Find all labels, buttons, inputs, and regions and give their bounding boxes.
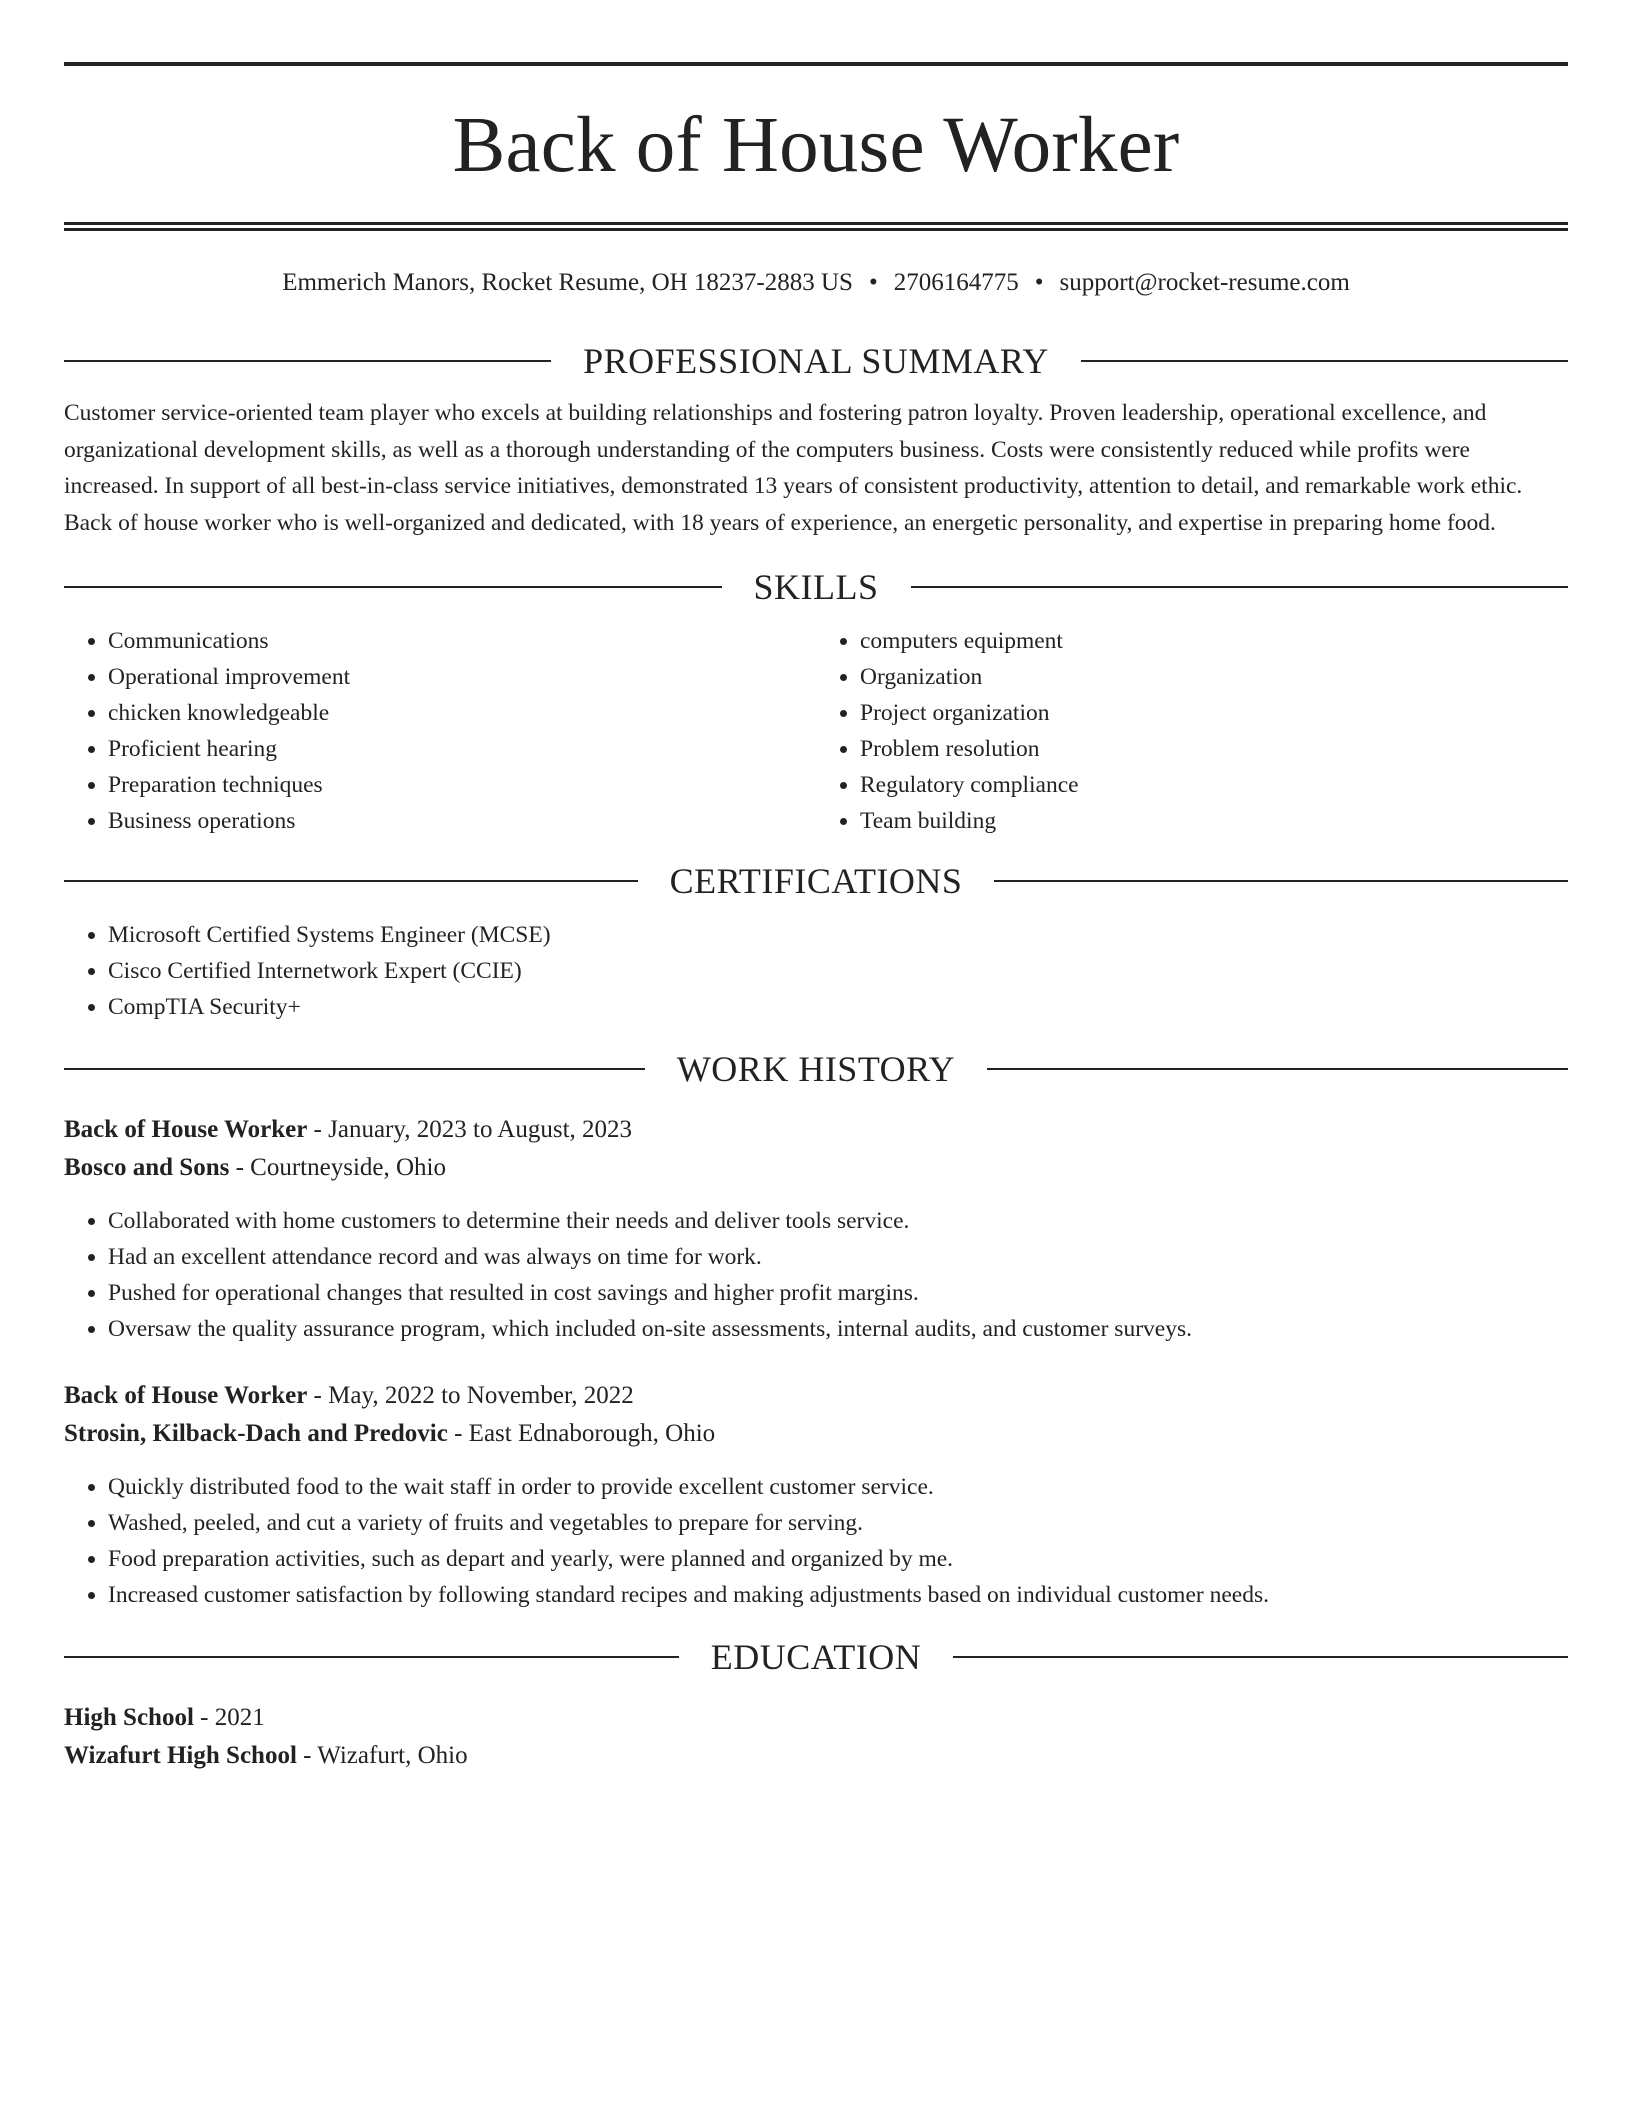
education-school: Wizafurt High School: [64, 1741, 297, 1769]
skill-item: • Communications: [108, 623, 816, 659]
certification-item: • CompTIA Security+: [108, 989, 1568, 1025]
title-double-rule: [64, 222, 1568, 231]
certifications-heading-label: CERTIFICATIONS: [669, 860, 963, 901]
heading-rule-left: [64, 880, 638, 882]
heading-rule-right: [953, 1656, 1568, 1658]
education-heading: [64, 1635, 1568, 1679]
job-entry: [64, 1377, 1568, 1613]
skills-heading: [64, 565, 1568, 609]
education-year: - 2021: [193, 1703, 265, 1731]
summary-heading: [64, 339, 1568, 383]
skills-heading-label: SKILLS: [753, 566, 879, 607]
skill-item: • Business operations: [108, 803, 816, 839]
skill-item: • Organization: [860, 659, 1568, 695]
heading-rule-right: [911, 586, 1569, 588]
contact-line: [64, 267, 1568, 299]
contact-phone: 2706164775: [893, 269, 1019, 296]
job-bullet: • Increased customer satisfaction by following standard recipes and making adjustments based on individual customer needs.: [108, 1577, 1568, 1613]
job-bullet: • Washed, peeled, and cut a variety of fruits and vegetables to prepare for serving.: [108, 1505, 1568, 1541]
skills-list-left: [64, 623, 816, 839]
education-entry: [64, 1699, 1568, 1775]
job-company: Bosco and Sons: [64, 1153, 230, 1181]
job-location: - East Ednaborough, Ohio: [447, 1419, 716, 1447]
heading-rule-left: [64, 586, 722, 588]
job-company-line: [64, 1149, 1568, 1187]
job-title-line: [64, 1377, 1568, 1415]
job-dates: - January, 2023 to August, 2023: [307, 1115, 633, 1143]
top-rule: [64, 62, 1568, 66]
job-title: Back of House Worker: [64, 1115, 308, 1143]
certification-item: • Microsoft Certified Systems Engineer (MCSE): [108, 917, 1568, 953]
skills-grid: [64, 623, 1568, 839]
skills-list-right: [816, 623, 1568, 839]
education-school-line: [64, 1737, 1568, 1775]
job-company: Strosin, Kilback-Dach and Predovic: [64, 1419, 448, 1447]
certification-item: • Cisco Certified Internetwork Expert (CCIE): [108, 953, 1568, 989]
heading-rule-right: [1081, 360, 1568, 362]
job-bullets: [64, 1203, 1568, 1347]
skill-item: • chicken knowledgeable: [108, 695, 816, 731]
resume-title: Back of House Worker: [452, 102, 1180, 189]
skill-item: • Preparation techniques: [108, 767, 816, 803]
skill-item: • Problem resolution: [860, 731, 1568, 767]
certifications-heading: [64, 859, 1568, 903]
job-bullets: [64, 1469, 1568, 1613]
heading-rule-right: [994, 880, 1568, 882]
job-bullet: • Collaborated with home customers to determine their needs and deliver tools service.: [108, 1203, 1568, 1239]
heading-rule-left: [64, 360, 551, 362]
job-bullet: • Pushed for operational changes that resulted in cost savings and higher profit margins.: [108, 1275, 1568, 1311]
skill-item: • Operational improvement: [108, 659, 816, 695]
job-bullet: • Had an excellent attendance record and was always on time for work.: [108, 1239, 1568, 1275]
skill-item: • Regulatory compliance: [860, 767, 1568, 803]
education-location: - Wizafurt, Ohio: [296, 1741, 468, 1769]
skill-item: • Project organization: [860, 695, 1568, 731]
job-title-line: [64, 1111, 1568, 1149]
job-bullet: • Quickly distributed food to the wait staff in order to provide excellent customer service.: [108, 1469, 1568, 1505]
heading-rule-right: [987, 1068, 1568, 1070]
contact-separator: •: [868, 269, 878, 296]
skill-item: • computers equipment: [860, 623, 1568, 659]
job-dates: - May, 2022 to November, 2022: [307, 1381, 634, 1409]
job-company-line: [64, 1415, 1568, 1453]
heading-rule-left: [64, 1656, 679, 1658]
contact-separator: •: [1034, 269, 1044, 296]
certifications-list: [64, 917, 1568, 1025]
job-location: - Courtneyside, Ohio: [229, 1153, 446, 1181]
education-degree-line: [64, 1699, 1568, 1737]
education-degree: High School: [64, 1703, 194, 1731]
contact-address: Emmerich Manors, Rocket Resume, OH 18237-2883 US: [282, 269, 853, 296]
heading-rule-left: [64, 1068, 645, 1070]
skill-item: • Team building: [860, 803, 1568, 839]
summary-heading-label: PROFESSIONAL SUMMARY: [583, 341, 1049, 381]
job-title: Back of House Worker: [64, 1381, 308, 1409]
education-heading-label: EDUCATION: [710, 1636, 922, 1677]
work-heading: [64, 1047, 1568, 1091]
job-bullet: • Oversaw the quality assurance program, which included on-site assessments, internal audits, and customer surveys.: [108, 1311, 1568, 1347]
skill-item: • Proficient hearing: [108, 731, 816, 767]
contact-email: support@rocket-resume.com: [1059, 269, 1350, 296]
work-heading-label: WORK HISTORY: [676, 1048, 956, 1089]
summary-text: Customer service-oriented team player who excels at building relationships and fostering patron loyalty. Proven leadership, operational excellence, and organizational development skills, as well as a thorough understanding of the computers business. Costs were consistently reduced while profits were increased. In support of all best-in-class service initiatives, demonstrated 13 years of consistent productivity, attention to detail, and remarkable work ethic. Back of house worker who is well-organized and dedicated, with 18 years of experience, an energetic personality, and expertise in preparing home food.: [64, 400, 1523, 536]
job-entry: [64, 1111, 1568, 1347]
job-bullet: • Food preparation activities, such as depart and yearly, were planned and organized by me.: [108, 1541, 1568, 1577]
